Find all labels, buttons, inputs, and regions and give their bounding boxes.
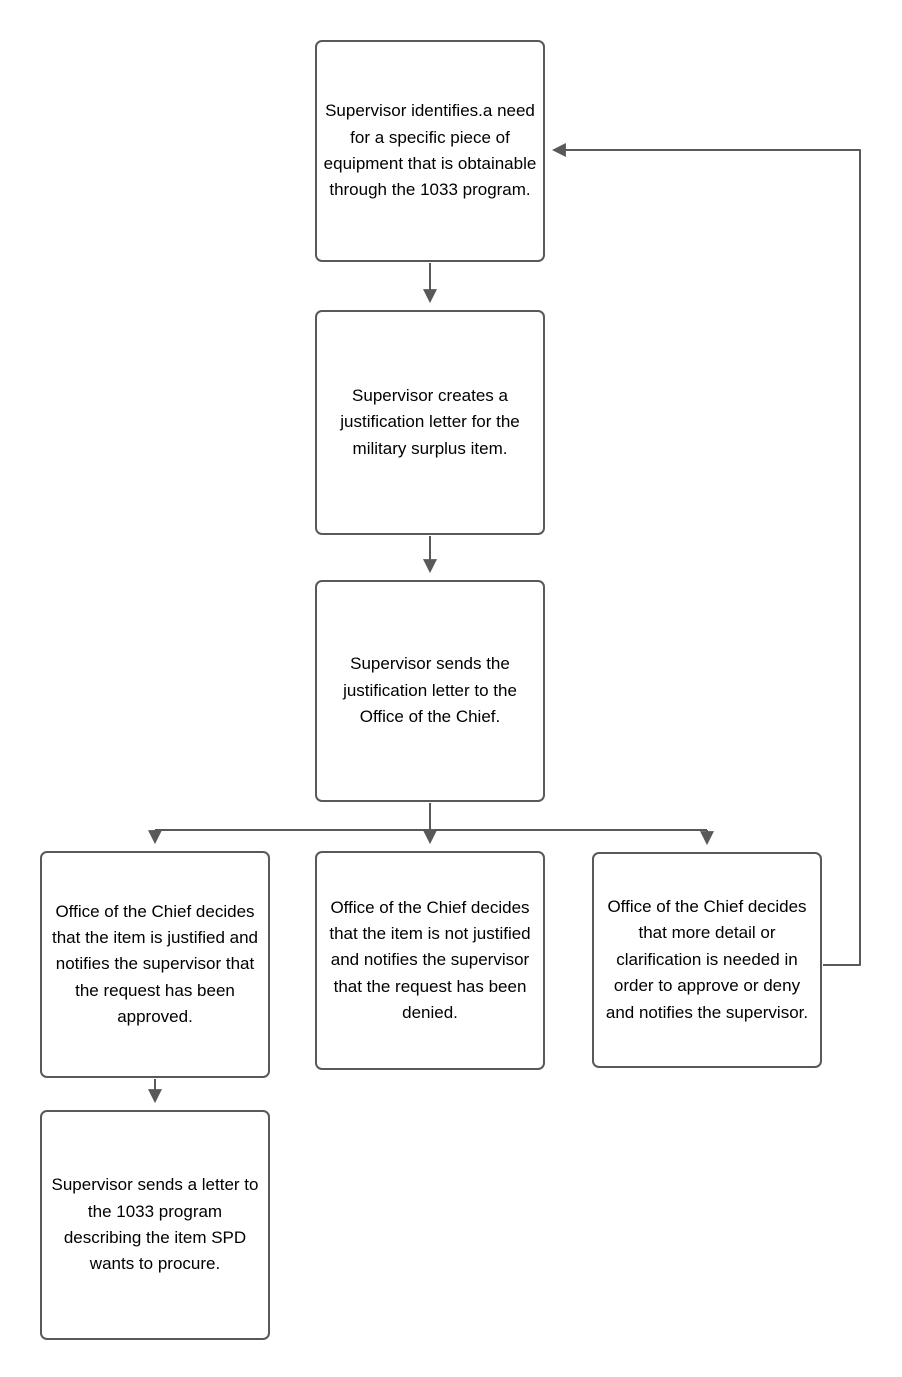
node-identify-need-text: Supervisor identifies.a need for a specific piece of equipment that is obtainable through the 1033 program.	[323, 101, 537, 200]
node-approved	[40, 851, 270, 1078]
node-create-letter-text: Supervisor creates a justification letter for the military surplus item.	[340, 385, 520, 458]
node-send-letter-text: Supervisor sends the justification letter to the Office of the Chief.	[343, 654, 517, 727]
edge-clarification-to-identify	[554, 150, 860, 965]
node-send-letter	[315, 580, 545, 802]
node-procure-letter-text: Supervisor sends a letter to the 1033 program describing the item SPD wants to procure.	[51, 1175, 259, 1274]
node-clarification	[592, 852, 822, 1068]
node-denied	[315, 851, 545, 1070]
node-denied-text: Office of the Chief decides that the item is not justified and notifies the supervisor that the request has been denied.	[329, 897, 531, 1023]
node-identify-need	[315, 40, 545, 262]
node-approved-text: Office of the Chief decides that the item is justified and notifies the supervisor that the request has been approved.	[51, 901, 258, 1027]
node-procure-letter	[40, 1110, 270, 1340]
node-create-letter	[315, 310, 545, 535]
node-clarification-text: Office of the Chief decides that more detail or clarification is needed in order to approve or deny and notifies the supervisor.	[605, 897, 809, 1022]
